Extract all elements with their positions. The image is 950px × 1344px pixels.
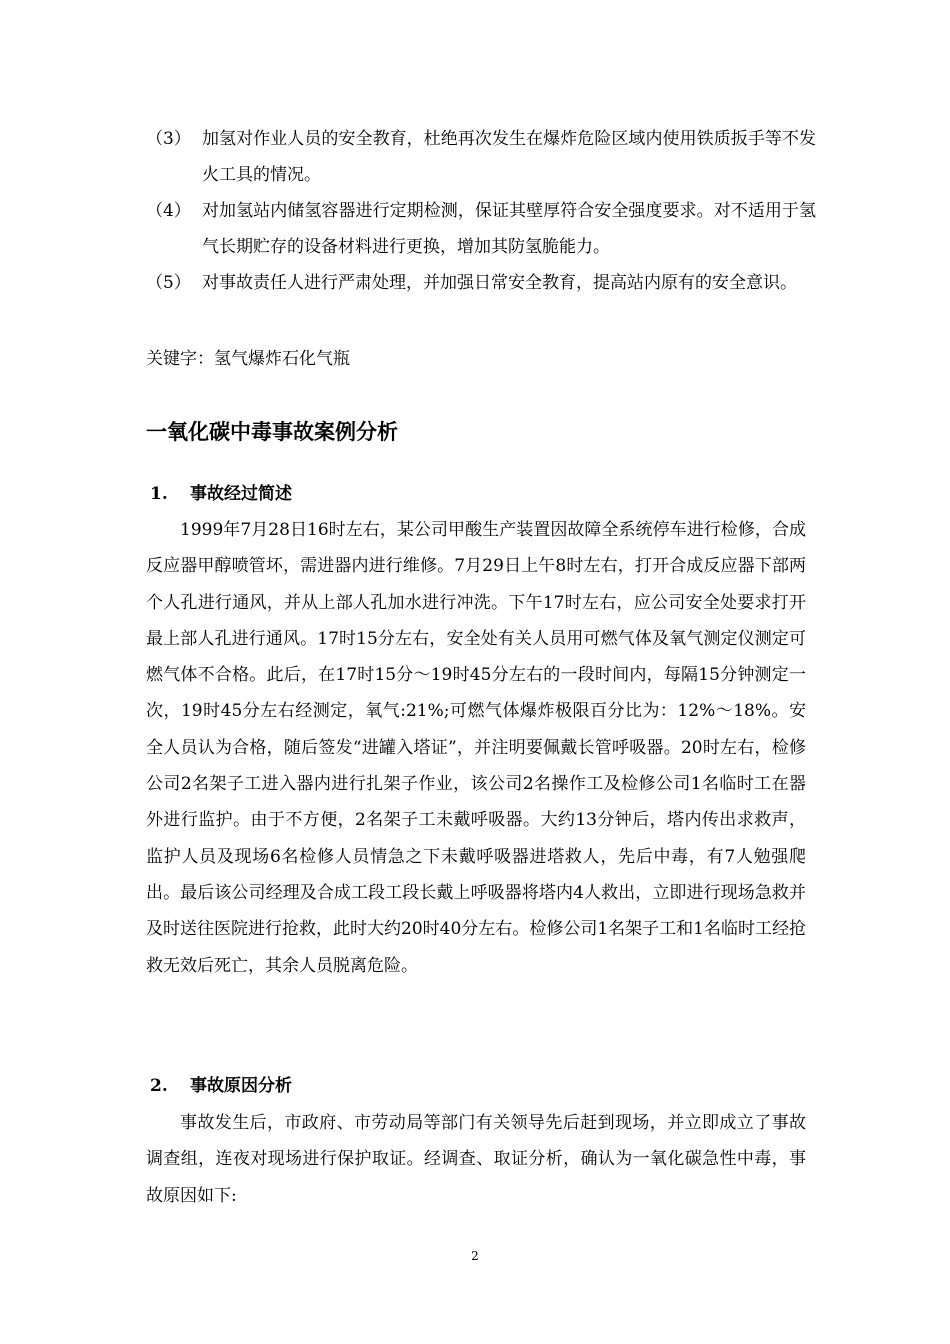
list-item-5: [146, 265, 816, 301]
list-number: （5）: [146, 273, 191, 293]
list-number: （3）: [146, 129, 191, 149]
section-title: 事故经过简述: [190, 484, 292, 504]
section-1-paragraph: 1999年7月28日16时左右，某公司甲酸生产装置因故障全系统停车进行检修，合成反应器甲醇喷管坏，需进器内进行维修。7月29日上午8时左右，打开合成反应器下部两个人孔进行通风，并从上部人孔加水进行冲洗。下午17时左右，应公司安全处要求打开最上部人孔进行通风。17时15分左右，安全处有关人员用可燃气体及氧气测定仪测定可燃气体不合格。此后，在17时15分～19时45分左右的一段时间内，每隔15分钟测定一次，19时45分左右经测定，氧气:21%;可燃气体爆炸极限百分比为：12%～18%。安全人员认为合格，随后签发“进罐入塔证”，并注明要佩戴长管呼吸器。20时左右，检修公司2名架子工进入器内进行扎架子作业，该公司2名操作工及检修公司1名临时工在器外进行监护。由于不方便，2名架子工未戴呼吸器。大约13分钟后，塔内传出求救声，监护人员及现场6名检修人员情急之下未戴呼吸器进塔救人，先后中毒，有7人勉强爬出。最后该公司经理及合成工段工段长戴上呼吸器将塔内4人救出，立即进行现场急救并及时送往医院进行抢救，此时大约20时40分左右。检修公司1名架子工和1名临时工经抢救无效后死亡，其余人员脱离危险。: [146, 520, 806, 976]
list-item-3: [146, 121, 816, 193]
section-number: 1.: [150, 484, 168, 504]
section-title: 事故原因分析: [190, 1076, 292, 1096]
section-2-paragraph: 事故发生后，市政府、市劳动局等部门有关领导先后赶到现场，并立即成立了事故调查组，连夜对现场进行保护取证。经调查、取证分析，确认为一氧化碳急性中毒，事故原因如下:: [146, 1113, 806, 1206]
page-number: 2: [471, 1249, 479, 1263]
section-2-heading: [150, 1068, 292, 1104]
keywords-line: 关键字：氢气爆炸石化气瓶: [146, 349, 350, 369]
list-item-4: [146, 193, 816, 265]
article-heading: 一氧化碳中毒事故案例分析: [146, 420, 398, 444]
list-text: 对事故责任人进行严肃处理，并加强日常安全教育，提高站内原有的安全意识。: [202, 273, 797, 293]
section-number: 2.: [150, 1076, 168, 1096]
list-text: 加氢对作业人员的安全教育，杜绝再次发生在爆炸危险区域内使用铁质扳手等不发火工具的情况。: [202, 129, 816, 185]
list-text: 对加氢站内储氢容器进行定期检测，保证其壁厚符合安全强度要求。对不适用于氢气长期贮存的设备材料进行更换，增加其防氢脆能力。: [202, 201, 816, 257]
section-1-heading: [150, 476, 292, 512]
list-number: （4）: [146, 201, 191, 221]
